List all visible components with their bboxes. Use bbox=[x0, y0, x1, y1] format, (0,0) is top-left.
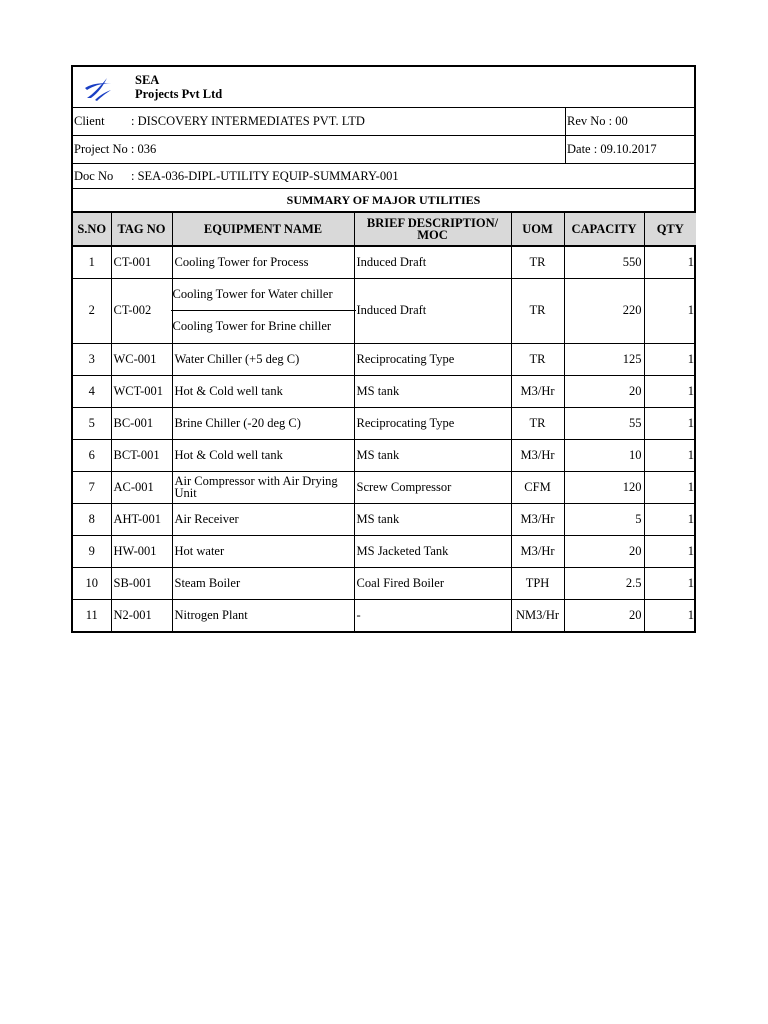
col-header-uom: UOM bbox=[511, 213, 564, 246]
cell-description: MS Jacketed Tank bbox=[354, 535, 511, 567]
cell-uom: TR bbox=[511, 246, 564, 278]
cell-tag: N2-001 bbox=[111, 599, 172, 631]
document-date: Date : 09.10.2017 bbox=[567, 142, 657, 156]
cell-capacity: 55 bbox=[564, 407, 644, 439]
cell-description: MS tank bbox=[354, 503, 511, 535]
project-row bbox=[73, 136, 694, 164]
cell-uom: NM3/Hr bbox=[511, 599, 564, 631]
table-row bbox=[73, 567, 696, 599]
project-no: Project No : 036 bbox=[74, 142, 157, 156]
cell-sno: 1 bbox=[73, 246, 111, 278]
cell-sno: 4 bbox=[73, 375, 111, 407]
col-header-sno: S.NO bbox=[73, 213, 111, 246]
cell-description: - bbox=[354, 599, 511, 631]
cell-capacity: 5 bbox=[564, 503, 644, 535]
cell-qty: 1 bbox=[644, 407, 696, 439]
cell-capacity: 20 bbox=[564, 599, 644, 631]
cell-qty: 1 bbox=[644, 278, 696, 343]
cell-capacity: 10 bbox=[564, 439, 644, 471]
cell-capacity: 125 bbox=[564, 343, 644, 375]
col-header-qty: QTY bbox=[644, 213, 696, 246]
cell-description: Coal Fired Boiler bbox=[354, 567, 511, 599]
cell-uom: M3/Hr bbox=[511, 503, 564, 535]
cell-qty: 1 bbox=[644, 535, 696, 567]
cell-uom: M3/Hr bbox=[511, 439, 564, 471]
table-row bbox=[73, 599, 696, 631]
cell-sno: 6 bbox=[73, 439, 111, 471]
cell-uom: TPH bbox=[511, 567, 564, 599]
col-header-description: BRIEF DESCRIPTION/ MOC bbox=[354, 213, 511, 246]
cell-equipment: Nitrogen Plant bbox=[172, 599, 354, 631]
cell-sno: 10 bbox=[73, 567, 111, 599]
doc-no-value: : SEA-036-DIPL-UTILITY EQUIP-SUMMARY-001 bbox=[131, 168, 399, 183]
company-name bbox=[135, 73, 222, 101]
cell-description: MS tank bbox=[354, 375, 511, 407]
cell-qty: 1 bbox=[644, 246, 696, 278]
cell-qty: 1 bbox=[644, 375, 696, 407]
table-row bbox=[73, 471, 696, 503]
cell-description: Screw Compressor bbox=[354, 471, 511, 503]
cell-qty: 1 bbox=[644, 471, 696, 503]
cell-tag: SB-001 bbox=[111, 567, 172, 599]
company-name-line2: Projects Pvt Ltd bbox=[135, 87, 223, 101]
doc-no-label: Doc No bbox=[74, 168, 114, 183]
cell-capacity: 2.5 bbox=[564, 567, 644, 599]
cell-tag: WCT-001 bbox=[111, 375, 172, 407]
cell-capacity: 20 bbox=[564, 535, 644, 567]
cell-tag: BCT-001 bbox=[111, 439, 172, 471]
company-header bbox=[73, 67, 694, 108]
cell-equipment: Brine Chiller (-20 deg C) bbox=[172, 407, 354, 439]
cell-description: MS tank bbox=[354, 439, 511, 471]
cell-tag: BC-001 bbox=[111, 407, 172, 439]
cell-uom: M3/Hr bbox=[511, 375, 564, 407]
cell-equipment: Air Receiver bbox=[172, 503, 354, 535]
document-sheet bbox=[71, 65, 696, 633]
cell-qty: 1 bbox=[644, 439, 696, 471]
cell-sno: 9 bbox=[73, 535, 111, 567]
cell-sno: 11 bbox=[73, 599, 111, 631]
table-row bbox=[73, 503, 696, 535]
company-name-line1: SEA bbox=[135, 73, 160, 87]
table-row bbox=[73, 246, 696, 278]
table-header-row bbox=[73, 213, 696, 246]
client-value: : DISCOVERY INTERMEDIATES PVT. LTD bbox=[131, 114, 365, 128]
cell-equipment: Cooling Tower for Process bbox=[172, 246, 354, 278]
table-row bbox=[73, 343, 696, 375]
cell-capacity: 220 bbox=[564, 278, 644, 343]
table-row bbox=[73, 407, 696, 439]
cell-equipment-split bbox=[172, 278, 354, 343]
cell-sno: 5 bbox=[73, 407, 111, 439]
table-row bbox=[73, 278, 696, 343]
cell-description: Reciprocating Type bbox=[354, 343, 511, 375]
cell-equipment-secondary: Cooling Tower for Brine chiller bbox=[172, 319, 332, 333]
table-row bbox=[73, 535, 696, 567]
client-row bbox=[73, 108, 694, 136]
cell-tag: AHT-001 bbox=[111, 503, 172, 535]
cell-tag: AC-001 bbox=[111, 471, 172, 503]
cell-equipment: Water Chiller (+5 deg C) bbox=[172, 343, 354, 375]
cell-uom: TR bbox=[511, 343, 564, 375]
cell-tag: WC-001 bbox=[111, 343, 172, 375]
cell-capacity: 550 bbox=[564, 246, 644, 278]
cell-description: Reciprocating Type bbox=[354, 407, 511, 439]
utilities-table bbox=[73, 213, 696, 631]
cell-qty: 1 bbox=[644, 343, 696, 375]
cell-uom: TR bbox=[511, 278, 564, 343]
cell-qty: 1 bbox=[644, 567, 696, 599]
cell-sno: 2 bbox=[73, 278, 111, 343]
summary-title: SUMMARY OF MAJOR UTILITIES bbox=[73, 188, 694, 213]
rev-no: Rev No : 00 bbox=[567, 114, 628, 128]
cell-tag: HW-001 bbox=[111, 535, 172, 567]
cell-qty: 1 bbox=[644, 503, 696, 535]
cell-sno: 7 bbox=[73, 471, 111, 503]
table-row bbox=[73, 439, 696, 471]
cell-sno: 8 bbox=[73, 503, 111, 535]
doc-no-row bbox=[73, 164, 694, 188]
cell-capacity: 20 bbox=[564, 375, 644, 407]
cell-uom: TR bbox=[511, 407, 564, 439]
cell-equipment: Hot & Cold well tank bbox=[172, 439, 354, 471]
cell-equipment: Air Compressor with Air Drying Unit bbox=[172, 471, 354, 503]
cell-equipment: Hot & Cold well tank bbox=[172, 375, 354, 407]
col-header-equipment: EQUIPMENT NAME bbox=[172, 213, 354, 246]
col-header-tag: TAG NO bbox=[111, 213, 172, 246]
cell-uom: M3/Hr bbox=[511, 535, 564, 567]
cell-qty: 1 bbox=[644, 599, 696, 631]
cell-description: Induced Draft bbox=[354, 278, 511, 343]
cell-uom: CFM bbox=[511, 471, 564, 503]
cell-tag: CT-001 bbox=[111, 246, 172, 278]
cell-description: Induced Draft bbox=[354, 246, 511, 278]
cell-equipment: Cooling Tower for Water chiller bbox=[171, 279, 356, 311]
col-header-capacity: CAPACITY bbox=[564, 213, 644, 246]
company-logo-icon bbox=[83, 74, 113, 102]
table-row bbox=[73, 375, 696, 407]
cell-equipment: Steam Boiler bbox=[172, 567, 354, 599]
cell-equipment: Hot water bbox=[172, 535, 354, 567]
cell-tag: CT-002 bbox=[111, 278, 172, 343]
client-label: Client bbox=[74, 114, 105, 128]
cell-sno: 3 bbox=[73, 343, 111, 375]
cell-capacity: 120 bbox=[564, 471, 644, 503]
